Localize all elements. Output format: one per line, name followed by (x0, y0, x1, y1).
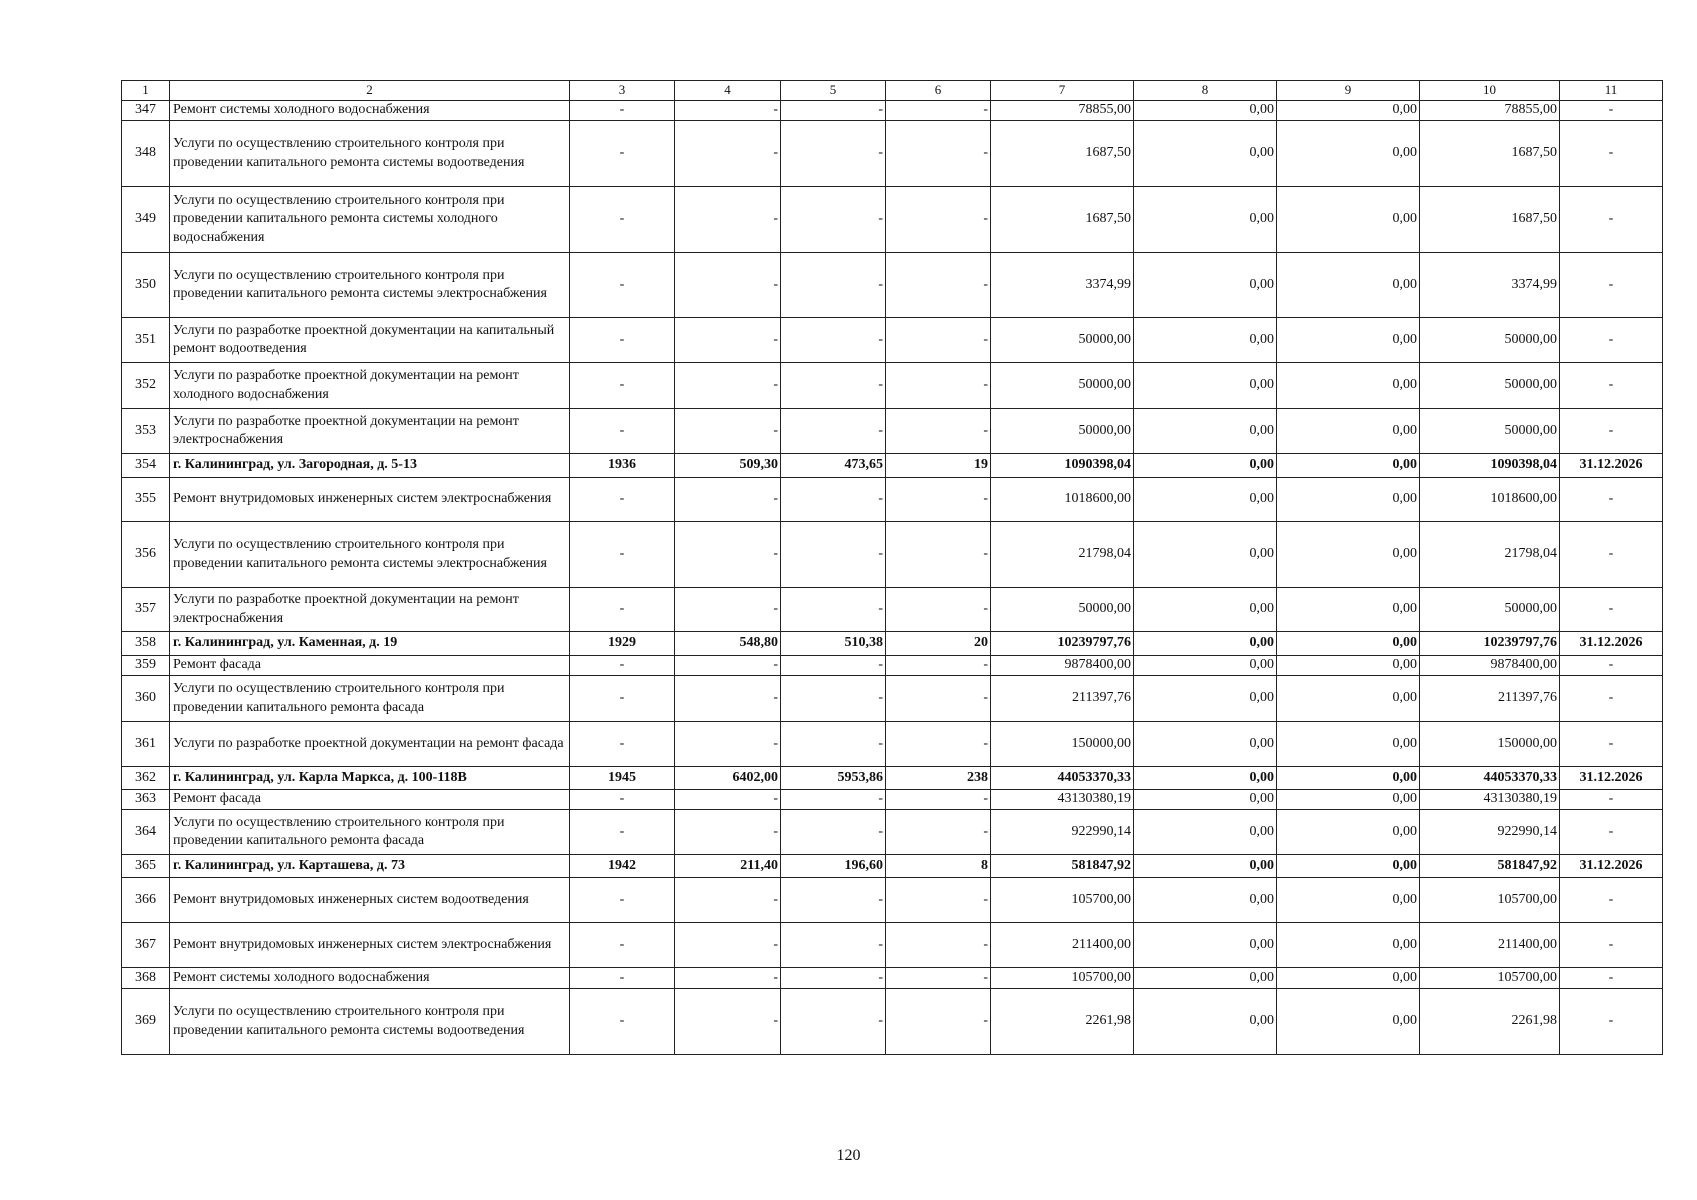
owners-amount-cell: 50000,00 (1420, 409, 1560, 454)
work-item-row (122, 318, 1663, 363)
budget-amount-cell: 0,00 (1277, 722, 1420, 767)
fund-amount-cell: 0,00 (1134, 968, 1277, 989)
owners-amount-cell: 44053370,33 (1420, 767, 1560, 790)
living-area-cell: - (781, 676, 886, 722)
row-number-cell: 348 (122, 121, 170, 187)
completion-date-cell: - (1560, 989, 1663, 1055)
year-built-cell: - (570, 722, 675, 767)
total-cost-cell: 1018600,00 (991, 478, 1134, 522)
living-area-cell: - (781, 989, 886, 1055)
work-item-row (122, 588, 1663, 632)
total-area-cell: 6402,00 (675, 767, 781, 790)
year-built-cell: - (570, 790, 675, 810)
work-item-row (122, 989, 1663, 1055)
total-cost-cell: 105700,00 (991, 878, 1134, 923)
work-name-cell: Услуги по разработке проектной документации на ремонт холодного водоснабжения (170, 363, 570, 409)
owners-amount-cell: 105700,00 (1420, 968, 1560, 989)
residents-count-cell: - (886, 318, 991, 363)
owners-amount-cell: 78855,00 (1420, 101, 1560, 121)
work-item-row (122, 676, 1663, 722)
work-item-row (122, 101, 1663, 121)
total-cost-cell: 211397,76 (991, 676, 1134, 722)
budget-amount-cell: 0,00 (1277, 121, 1420, 187)
fund-amount-cell: 0,00 (1134, 363, 1277, 409)
work-item-row (122, 409, 1663, 454)
total-cost-cell: 1090398,04 (991, 454, 1134, 478)
total-cost-cell: 50000,00 (991, 363, 1134, 409)
completion-date-cell: - (1560, 478, 1663, 522)
completion-date-cell: - (1560, 722, 1663, 767)
owners-amount-cell: 43130380,19 (1420, 790, 1560, 810)
budget-amount-cell: 0,00 (1277, 318, 1420, 363)
budget-amount-cell: 0,00 (1277, 676, 1420, 722)
owners-amount-cell: 1090398,04 (1420, 454, 1560, 478)
total-area-cell: - (675, 253, 781, 318)
total-area-cell: - (675, 588, 781, 632)
owners-amount-cell: 2261,98 (1420, 989, 1560, 1055)
completion-date-cell: - (1560, 676, 1663, 722)
owners-amount-cell: 50000,00 (1420, 588, 1560, 632)
work-item-row (122, 923, 1663, 968)
fund-amount-cell: 0,00 (1134, 588, 1277, 632)
column-number: 9 (1277, 81, 1420, 101)
living-area-cell: - (781, 923, 886, 968)
year-built-cell: - (570, 676, 675, 722)
completion-date-cell: - (1560, 409, 1663, 454)
address-row (122, 855, 1663, 878)
budget-amount-cell: 0,00 (1277, 855, 1420, 878)
year-built-cell: - (570, 101, 675, 121)
budget-amount-cell: 0,00 (1277, 409, 1420, 454)
row-number-cell: 359 (122, 656, 170, 676)
completion-date-cell: 31.12.2026 (1560, 454, 1663, 478)
row-number-cell: 362 (122, 767, 170, 790)
owners-amount-cell: 105700,00 (1420, 878, 1560, 923)
work-item-row (122, 363, 1663, 409)
living-area-cell: 5953,86 (781, 767, 886, 790)
fund-amount-cell: 0,00 (1134, 855, 1277, 878)
living-area-cell: - (781, 656, 886, 676)
table-body (122, 81, 1663, 1055)
work-item-row (122, 878, 1663, 923)
work-item-row (122, 810, 1663, 855)
owners-amount-cell: 1018600,00 (1420, 478, 1560, 522)
completion-date-cell: - (1560, 121, 1663, 187)
total-cost-cell: 3374,99 (991, 253, 1134, 318)
owners-amount-cell: 50000,00 (1420, 363, 1560, 409)
total-cost-cell: 10239797,76 (991, 632, 1134, 656)
residents-count-cell: - (886, 878, 991, 923)
residents-count-cell: - (886, 790, 991, 810)
residents-count-cell: - (886, 187, 991, 253)
total-area-cell: - (675, 656, 781, 676)
living-area-cell: 196,60 (781, 855, 886, 878)
residents-count-cell: 238 (886, 767, 991, 790)
budget-amount-cell: 0,00 (1277, 968, 1420, 989)
budget-amount-cell: 0,00 (1277, 588, 1420, 632)
owners-amount-cell: 581847,92 (1420, 855, 1560, 878)
total-cost-cell: 44053370,33 (991, 767, 1134, 790)
residents-count-cell: - (886, 101, 991, 121)
completion-date-cell: - (1560, 363, 1663, 409)
owners-amount-cell: 50000,00 (1420, 318, 1560, 363)
work-item-row (122, 790, 1663, 810)
living-area-cell: - (781, 588, 886, 632)
completion-date-cell: - (1560, 318, 1663, 363)
residents-count-cell: - (886, 676, 991, 722)
total-area-cell: - (675, 187, 781, 253)
work-name-cell: Ремонт фасада (170, 656, 570, 676)
work-name-cell: Услуги по разработке проектной документации на капитальный ремонт водоотведения (170, 318, 570, 363)
budget-amount-cell: 0,00 (1277, 989, 1420, 1055)
total-area-cell: 211,40 (675, 855, 781, 878)
row-number-cell: 367 (122, 923, 170, 968)
residents-count-cell: - (886, 522, 991, 588)
budget-amount-cell: 0,00 (1277, 478, 1420, 522)
column-number: 7 (991, 81, 1134, 101)
living-area-cell: - (781, 253, 886, 318)
work-name-cell: Ремонт системы холодного водоснабжения (170, 968, 570, 989)
year-built-cell: - (570, 253, 675, 318)
owners-amount-cell: 211400,00 (1420, 923, 1560, 968)
row-number-cell: 361 (122, 722, 170, 767)
work-name-cell: г. Калининград, ул. Загородная, д. 5-13 (170, 454, 570, 478)
owners-amount-cell: 10239797,76 (1420, 632, 1560, 656)
fund-amount-cell: 0,00 (1134, 923, 1277, 968)
column-number: 1 (122, 81, 170, 101)
completion-date-cell: - (1560, 878, 1663, 923)
completion-date-cell: 31.12.2026 (1560, 855, 1663, 878)
column-number: 3 (570, 81, 675, 101)
year-built-cell: - (570, 363, 675, 409)
row-number-cell: 354 (122, 454, 170, 478)
residents-count-cell: 8 (886, 855, 991, 878)
column-number: 8 (1134, 81, 1277, 101)
work-item-row (122, 722, 1663, 767)
total-area-cell: - (675, 363, 781, 409)
owners-amount-cell: 922990,14 (1420, 810, 1560, 855)
residents-count-cell: - (886, 121, 991, 187)
fund-amount-cell: 0,00 (1134, 722, 1277, 767)
budget-amount-cell: 0,00 (1277, 878, 1420, 923)
completion-date-cell: 31.12.2026 (1560, 767, 1663, 790)
living-area-cell: - (781, 722, 886, 767)
row-number-cell: 364 (122, 810, 170, 855)
fund-amount-cell: 0,00 (1134, 454, 1277, 478)
residents-count-cell: 20 (886, 632, 991, 656)
total-area-cell: - (675, 409, 781, 454)
total-area-cell: - (675, 989, 781, 1055)
total-area-cell: - (675, 968, 781, 989)
living-area-cell: 473,65 (781, 454, 886, 478)
residents-count-cell: - (886, 478, 991, 522)
residents-count-cell: - (886, 989, 991, 1055)
living-area-cell: - (781, 810, 886, 855)
year-built-cell: 1936 (570, 454, 675, 478)
budget-amount-cell: 0,00 (1277, 632, 1420, 656)
work-name-cell: Ремонт внутридомовых инженерных систем водоотведения (170, 878, 570, 923)
completion-date-cell: - (1560, 588, 1663, 632)
completion-date-cell: - (1560, 790, 1663, 810)
work-name-cell: Ремонт внутридомовых инженерных систем электроснабжения (170, 923, 570, 968)
work-name-cell: Ремонт системы холодного водоснабжения (170, 101, 570, 121)
row-number-cell: 356 (122, 522, 170, 588)
budget-amount-cell: 0,00 (1277, 187, 1420, 253)
year-built-cell: - (570, 989, 675, 1055)
work-name-cell: Услуги по осуществлению строительного контроля при проведении капитального ремонта системы электроснабжения (170, 522, 570, 588)
work-name-cell: Услуги по осуществлению строительного контроля при проведении капитального ремонта системы холодного водоснабжения (170, 187, 570, 253)
fund-amount-cell: 0,00 (1134, 810, 1277, 855)
residents-count-cell: - (886, 968, 991, 989)
fund-amount-cell: 0,00 (1134, 656, 1277, 676)
budget-amount-cell: 0,00 (1277, 253, 1420, 318)
completion-date-cell: - (1560, 522, 1663, 588)
year-built-cell: - (570, 810, 675, 855)
owners-amount-cell: 150000,00 (1420, 722, 1560, 767)
total-area-cell: - (675, 101, 781, 121)
total-area-cell: 509,30 (675, 454, 781, 478)
fund-amount-cell: 0,00 (1134, 318, 1277, 363)
total-cost-cell: 21798,04 (991, 522, 1134, 588)
budget-amount-cell: 0,00 (1277, 454, 1420, 478)
budget-amount-cell: 0,00 (1277, 656, 1420, 676)
budget-amount-cell: 0,00 (1277, 790, 1420, 810)
total-cost-cell: 50000,00 (991, 409, 1134, 454)
fund-amount-cell: 0,00 (1134, 187, 1277, 253)
row-number-cell: 351 (122, 318, 170, 363)
total-area-cell: - (675, 522, 781, 588)
work-name-cell: Ремонт фасада (170, 790, 570, 810)
completion-date-cell: - (1560, 968, 1663, 989)
budget-amount-cell: 0,00 (1277, 101, 1420, 121)
year-built-cell: - (570, 878, 675, 923)
work-name-cell: г. Калининград, ул. Каменная, д. 19 (170, 632, 570, 656)
total-cost-cell: 581847,92 (991, 855, 1134, 878)
fund-amount-cell: 0,00 (1134, 121, 1277, 187)
work-name-cell: Услуги по разработке проектной документации на ремонт фасада (170, 722, 570, 767)
work-item-row (122, 478, 1663, 522)
page-number: 120 (836, 1147, 861, 1164)
row-number-cell: 350 (122, 253, 170, 318)
fund-amount-cell: 0,00 (1134, 989, 1277, 1055)
year-built-cell: - (570, 478, 675, 522)
residents-count-cell: - (886, 722, 991, 767)
year-built-cell: - (570, 656, 675, 676)
owners-amount-cell: 3374,99 (1420, 253, 1560, 318)
completion-date-cell: - (1560, 187, 1663, 253)
residents-count-cell: - (886, 923, 991, 968)
row-number-cell: 365 (122, 855, 170, 878)
fund-amount-cell: 0,00 (1134, 522, 1277, 588)
work-item-row (122, 656, 1663, 676)
total-cost-cell: 50000,00 (991, 588, 1134, 632)
living-area-cell: - (781, 478, 886, 522)
total-area-cell: - (675, 318, 781, 363)
row-number-cell: 366 (122, 878, 170, 923)
owners-amount-cell: 1687,50 (1420, 121, 1560, 187)
total-area-cell: - (675, 790, 781, 810)
total-cost-cell: 43130380,19 (991, 790, 1134, 810)
total-cost-cell: 922990,14 (991, 810, 1134, 855)
completion-date-cell: 31.12.2026 (1560, 632, 1663, 656)
living-area-cell: - (781, 318, 886, 363)
column-number: 2 (170, 81, 570, 101)
living-area-cell: - (781, 878, 886, 923)
fund-amount-cell: 0,00 (1134, 632, 1277, 656)
work-item-row (122, 253, 1663, 318)
living-area-cell: - (781, 790, 886, 810)
living-area-cell: - (781, 968, 886, 989)
completion-date-cell: - (1560, 101, 1663, 121)
row-number-cell: 363 (122, 790, 170, 810)
total-area-cell: - (675, 121, 781, 187)
column-number: 5 (781, 81, 886, 101)
residents-count-cell: - (886, 363, 991, 409)
work-name-cell: Ремонт внутридомовых инженерных систем электроснабжения (170, 478, 570, 522)
residents-count-cell: 19 (886, 454, 991, 478)
fund-amount-cell: 0,00 (1134, 253, 1277, 318)
fund-amount-cell: 0,00 (1134, 676, 1277, 722)
column-number-header-row (122, 81, 1663, 101)
owners-amount-cell: 211397,76 (1420, 676, 1560, 722)
column-number: 6 (886, 81, 991, 101)
work-name-cell: Услуги по осуществлению строительного контроля при проведении капитального ремонта фасада (170, 810, 570, 855)
total-area-cell: - (675, 810, 781, 855)
budget-amount-cell: 0,00 (1277, 363, 1420, 409)
total-cost-cell: 150000,00 (991, 722, 1134, 767)
completion-date-cell: - (1560, 253, 1663, 318)
year-built-cell: - (570, 187, 675, 253)
total-cost-cell: 50000,00 (991, 318, 1134, 363)
work-item-row (122, 187, 1663, 253)
total-area-cell: - (675, 478, 781, 522)
completion-date-cell: - (1560, 923, 1663, 968)
budget-amount-cell: 0,00 (1277, 810, 1420, 855)
year-built-cell: 1942 (570, 855, 675, 878)
fund-amount-cell: 0,00 (1134, 790, 1277, 810)
owners-amount-cell: 1687,50 (1420, 187, 1560, 253)
work-name-cell: г. Калининград, ул. Карла Маркса, д. 100-118В (170, 767, 570, 790)
address-row (122, 767, 1663, 790)
work-name-cell: Услуги по осуществлению строительного контроля при проведении капитального ремонта системы водоотведения (170, 989, 570, 1055)
year-built-cell: - (570, 409, 675, 454)
work-item-row (122, 121, 1663, 187)
year-built-cell: - (570, 588, 675, 632)
total-area-cell: - (675, 722, 781, 767)
total-cost-cell: 105700,00 (991, 968, 1134, 989)
total-cost-cell: 9878400,00 (991, 656, 1134, 676)
address-row (122, 632, 1663, 656)
year-built-cell: - (570, 968, 675, 989)
living-area-cell: 510,38 (781, 632, 886, 656)
work-name-cell: Услуги по осуществлению строительного контроля при проведении капитального ремонта фасада (170, 676, 570, 722)
work-item-row (122, 522, 1663, 588)
completion-date-cell: - (1560, 656, 1663, 676)
total-cost-cell: 1687,50 (991, 121, 1134, 187)
living-area-cell: - (781, 121, 886, 187)
row-number-cell: 347 (122, 101, 170, 121)
residents-count-cell: - (886, 588, 991, 632)
budget-table (121, 80, 1663, 1055)
living-area-cell: - (781, 409, 886, 454)
total-cost-cell: 1687,50 (991, 187, 1134, 253)
residents-count-cell: - (886, 253, 991, 318)
total-cost-cell: 2261,98 (991, 989, 1134, 1055)
address-row (122, 454, 1663, 478)
row-number-cell: 358 (122, 632, 170, 656)
fund-amount-cell: 0,00 (1134, 409, 1277, 454)
living-area-cell: - (781, 101, 886, 121)
column-number: 11 (1560, 81, 1663, 101)
row-number-cell: 353 (122, 409, 170, 454)
total-area-cell: 548,80 (675, 632, 781, 656)
living-area-cell: - (781, 522, 886, 588)
year-built-cell: 1929 (570, 632, 675, 656)
year-built-cell: 1945 (570, 767, 675, 790)
row-number-cell: 355 (122, 478, 170, 522)
owners-amount-cell: 21798,04 (1420, 522, 1560, 588)
residents-count-cell: - (886, 409, 991, 454)
total-cost-cell: 211400,00 (991, 923, 1134, 968)
year-built-cell: - (570, 121, 675, 187)
total-area-cell: - (675, 923, 781, 968)
work-name-cell: Услуги по осуществлению строительного контроля при проведении капитального ремонта системы электроснабжения (170, 253, 570, 318)
fund-amount-cell: 0,00 (1134, 878, 1277, 923)
budget-amount-cell: 0,00 (1277, 767, 1420, 790)
row-number-cell: 349 (122, 187, 170, 253)
fund-amount-cell: 0,00 (1134, 478, 1277, 522)
row-number-cell: 368 (122, 968, 170, 989)
column-number: 4 (675, 81, 781, 101)
total-cost-cell: 78855,00 (991, 101, 1134, 121)
work-name-cell: Услуги по осуществлению строительного контроля при проведении капитального ремонта системы водоотведения (170, 121, 570, 187)
work-name-cell: Услуги по разработке проектной документации на ремонт электроснабжения (170, 588, 570, 632)
row-number-cell: 369 (122, 989, 170, 1055)
completion-date-cell: - (1560, 810, 1663, 855)
residents-count-cell: - (886, 810, 991, 855)
owners-amount-cell: 9878400,00 (1420, 656, 1560, 676)
year-built-cell: - (570, 923, 675, 968)
living-area-cell: - (781, 187, 886, 253)
living-area-cell: - (781, 363, 886, 409)
total-area-cell: - (675, 878, 781, 923)
residents-count-cell: - (886, 656, 991, 676)
row-number-cell: 357 (122, 588, 170, 632)
fund-amount-cell: 0,00 (1134, 101, 1277, 121)
row-number-cell: 360 (122, 676, 170, 722)
row-number-cell: 352 (122, 363, 170, 409)
column-number: 10 (1420, 81, 1560, 101)
budget-amount-cell: 0,00 (1277, 923, 1420, 968)
year-built-cell: - (570, 318, 675, 363)
budget-amount-cell: 0,00 (1277, 522, 1420, 588)
work-name-cell: г. Калининград, ул. Карташева, д. 73 (170, 855, 570, 878)
fund-amount-cell: 0,00 (1134, 767, 1277, 790)
total-area-cell: - (675, 676, 781, 722)
year-built-cell: - (570, 522, 675, 588)
work-name-cell: Услуги по разработке проектной документации на ремонт электроснабжения (170, 409, 570, 454)
work-item-row (122, 968, 1663, 989)
